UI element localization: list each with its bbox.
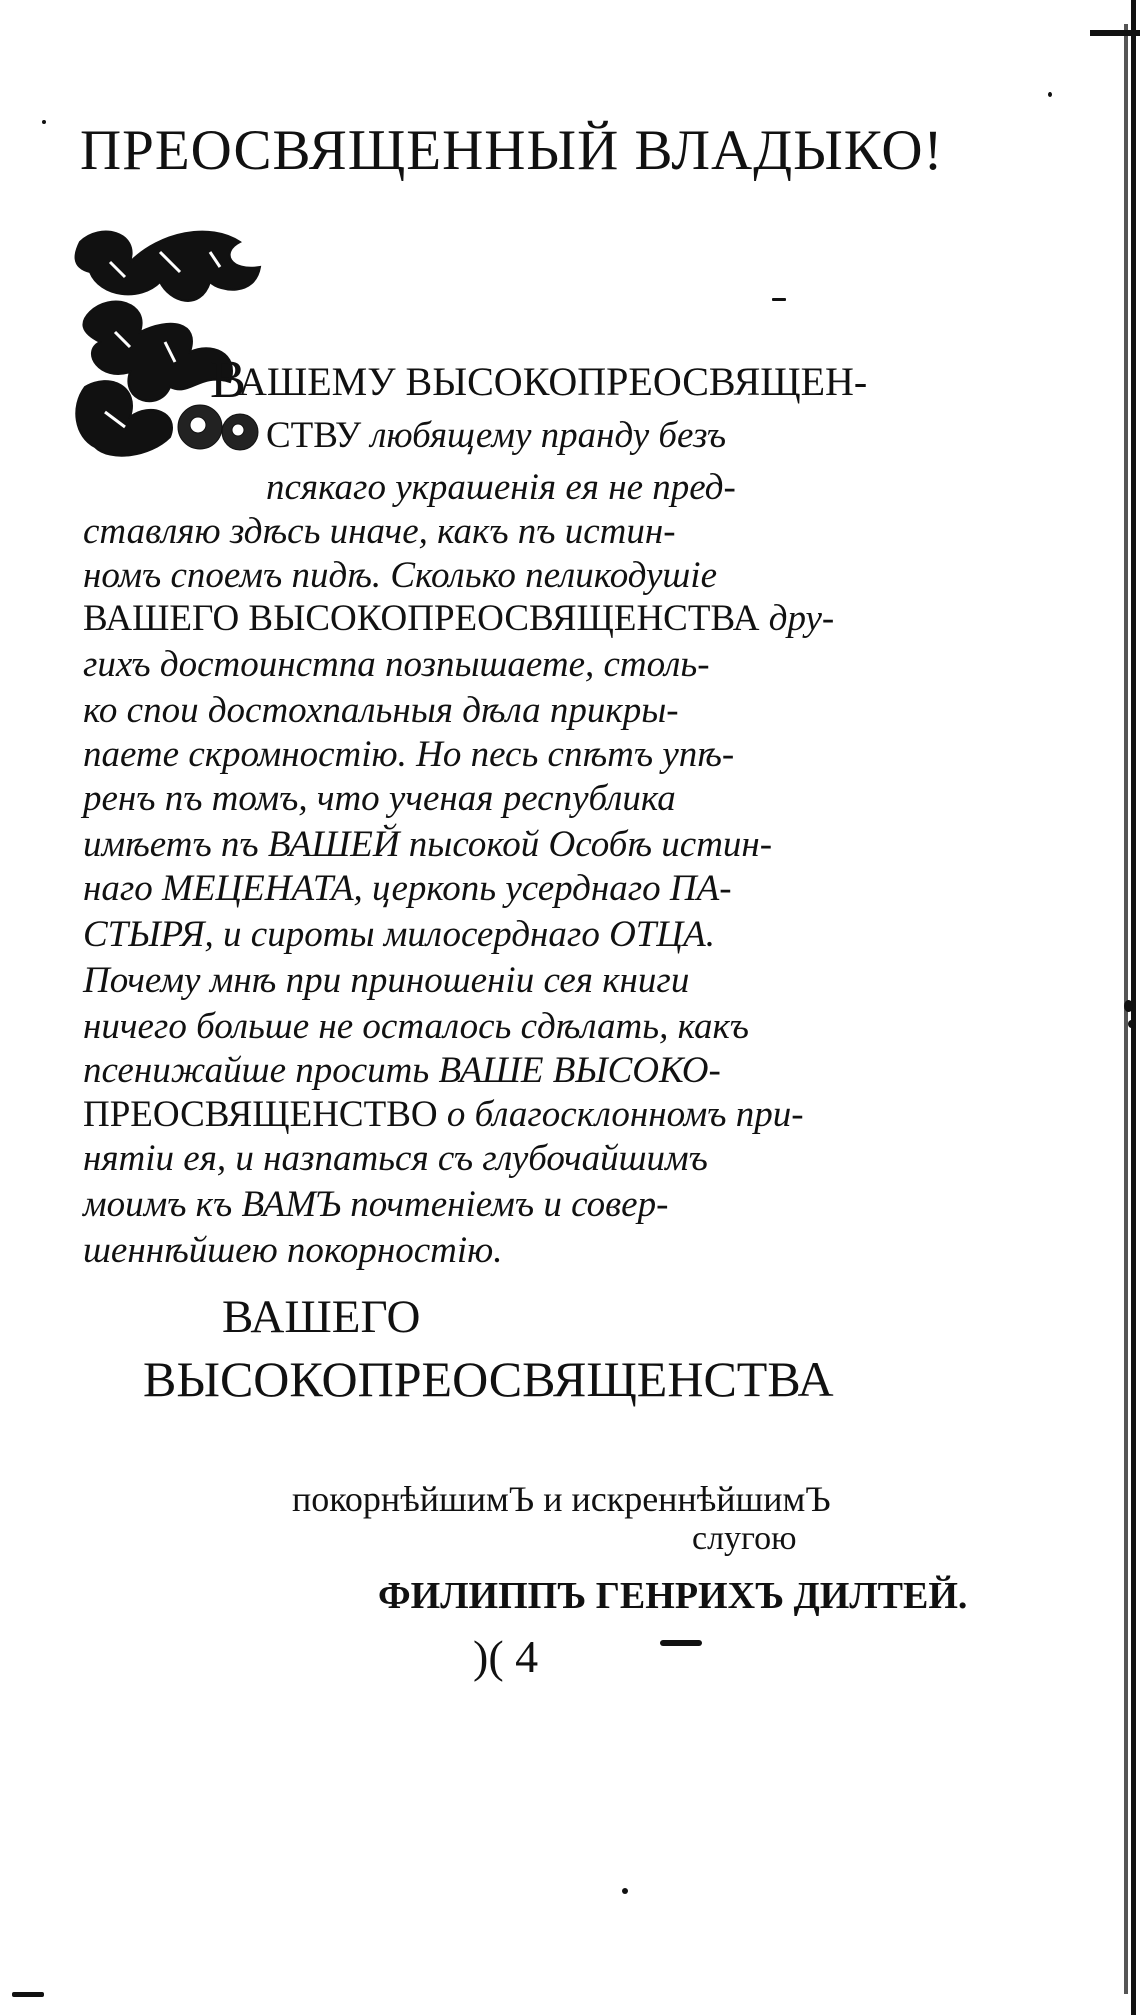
text-line xyxy=(83,826,772,863)
text-line xyxy=(83,1096,804,1133)
text-line xyxy=(83,513,676,550)
text-upright: СТВУ xyxy=(266,415,362,456)
text-italic: о благосклонномъ при- xyxy=(446,1094,804,1135)
text-italic: моимъ къ ВАМЪ почтеніемъ и совер- xyxy=(83,1184,669,1225)
signature-mark: )( 4 xyxy=(473,1631,539,1682)
ornamental-initial-icon xyxy=(70,222,270,470)
text-line xyxy=(83,1140,708,1177)
ink-smudge xyxy=(660,1640,702,1646)
text-line xyxy=(83,692,679,729)
speck xyxy=(1124,1000,1133,1012)
text-italic: любящему пранду безъ xyxy=(370,415,727,456)
text-upright: ПРЕОСВЯЩЕНСТВО xyxy=(83,1094,438,1135)
scan-edge-corner xyxy=(1090,0,1140,36)
text-line xyxy=(83,1186,668,1223)
closing-line-2: ВЫСОКОПРЕОСВЯЩЕНСТВА xyxy=(143,1351,834,1407)
ink-smudge xyxy=(12,1992,44,1997)
text-line xyxy=(83,600,834,637)
text-italic: ко спои достохпальныя дѣла прикры- xyxy=(83,690,679,731)
text-italic: гихъ достоинстпа позпышаете, столь- xyxy=(83,644,710,685)
signature-line-2: слугою xyxy=(692,1520,797,1557)
text-line xyxy=(83,646,710,683)
text-upright: ВАШЕГО ВЫСОКОПРЕОСВЯЩЕНСТВА xyxy=(83,598,760,639)
text-line xyxy=(83,870,732,907)
text-line xyxy=(266,469,736,506)
signature-name: ФИЛИППЪ ГЕНРИХЪ ДИЛТЕЙ. xyxy=(378,1575,968,1617)
text-line xyxy=(238,359,868,404)
page-heading: ПРЕОСВЯЩЕННЫЙ ВЛАДЫКО! xyxy=(80,119,944,182)
text-italic: наго МЕЦЕНАТА, церкопь усерднаго ПА- xyxy=(83,868,732,909)
text-italic: Почему мнѣ при приношеніи сея книги xyxy=(83,960,690,1001)
text-line xyxy=(83,736,734,773)
text-line xyxy=(266,417,726,454)
text-italic: паете скромностію. Но песь спѣтъ упѣ- xyxy=(83,734,735,775)
signature-line-1: покорнѣйшимЪ и искреннѣйшимЪ xyxy=(292,1479,831,1519)
text-line xyxy=(83,962,689,999)
text-italic: псякаго украшенія ея не пред- xyxy=(266,467,736,508)
text-line xyxy=(83,557,717,594)
speck xyxy=(1128,1020,1135,1028)
text-line xyxy=(83,1008,749,1045)
speck xyxy=(42,120,46,124)
text-italic: псенижайше просить ВАШЕ ВЫСОКО- xyxy=(83,1050,721,1091)
text-italic: шеннѣйшею покорностію. xyxy=(83,1230,503,1271)
text-italic: ставляю здѣсь иначе, какъ пъ истин- xyxy=(83,511,676,552)
speck xyxy=(622,1888,628,1894)
text-line xyxy=(83,1052,721,1089)
text-italic: дру- xyxy=(768,598,835,639)
speck xyxy=(1048,92,1052,97)
text-italic: нятіи ея, и назпаться съ глубочайшимъ xyxy=(83,1138,708,1179)
text-line xyxy=(83,916,715,953)
text-italic: СТЫРЯ, и сироты милосерднаго ОТЦА. xyxy=(83,914,715,955)
closing-line-1: ВАШЕГО xyxy=(222,1291,421,1343)
initial-letter: В xyxy=(210,349,247,409)
speck xyxy=(772,298,786,301)
text-line xyxy=(83,780,676,817)
text-italic: номъ споемъ пидѣ. Сколько пеликодушіе xyxy=(83,555,718,596)
text-line xyxy=(83,1232,502,1269)
text-upright: АШЕМУ ВЫСОКОПРЕОСВЯЩЕН- xyxy=(238,359,868,404)
text-italic: ренъ пъ томъ, что ученая республика xyxy=(83,778,676,819)
text-italic: имѣетъ пъ ВАШЕЙ пысокой Особѣ истин- xyxy=(83,824,773,865)
text-italic: ничего больше не осталось сдѣлать, какъ xyxy=(83,1006,749,1047)
